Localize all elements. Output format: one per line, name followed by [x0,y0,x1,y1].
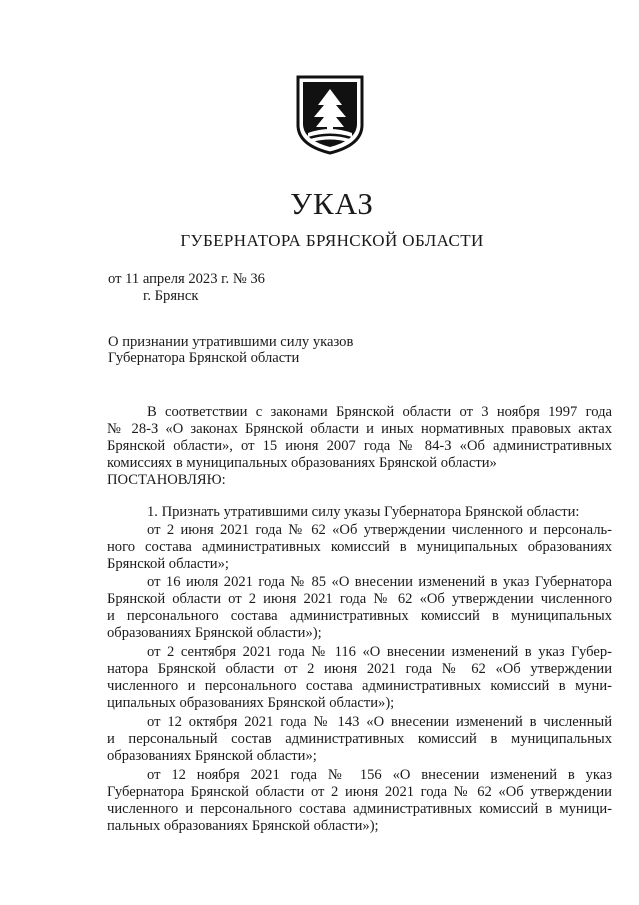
subject-line-2: Губернатора Брянской области [108,350,300,366]
document-title: УКАЗ [290,186,374,221]
text-line: Брянской области», от 15 июня 2007 года № 84-З «Об административных [107,438,612,454]
list-item [107,522,612,573]
text-line: и персональный состав административных комиссий в муниципальных [107,731,612,747]
document-date: от 11 апреля 2023 г. № 36 [108,271,265,287]
decree-word: ПОСТАНОВЛЯЮ: [107,472,226,488]
text-line: ципальных образованиях Брянской области»); [107,695,395,711]
list-item [107,714,612,765]
text-line: В соответствии с законами Брянской области от 3 ноября 1997 года [147,404,612,420]
text-line: ного состава административных комиссий в муниципальных образованиях [107,539,612,555]
text-line: комиссиях в муниципальных образованиях Брянской области» [107,455,497,471]
list-item [107,767,612,835]
text-line: численного и персонального состава административных комиссий в муници- [107,801,612,817]
text-line: пальных образованиях Брянской области»); [107,818,379,834]
document-subtitle: ГУБЕРНАТОРА БРЯНСКОЙ ОБЛАСТИ [180,231,484,250]
text-line: и персонального состава административных комиссий в муниципальных [107,608,612,624]
bryansk-coat-of-arms-icon [294,73,366,155]
text-line: от 12 октября 2021 года № 143 «О внесении изменений в численный [147,714,612,730]
list-item [107,574,612,642]
text-line: от 2 сентября 2021 года № 116 «О внесении изменений в указ Губер- [147,644,612,660]
text-line: Брянской области от 2 июня 2021 года № 62 «Об утверждении численного [107,591,612,607]
paragraph-clause-1 [107,504,612,521]
text-line: от 2 июня 2021 года № 62 «Об утверждении численного и персональ- [147,522,612,538]
text-line: от 12 ноября 2021 года № 156 «О внесении изменений в указ [147,767,612,783]
text-line: Брянской области»; [107,556,229,572]
text-line: № 28-З «О законах Брянской области и иных нормативных правовых актах [107,421,612,437]
text-line: 1. Признать утратившими силу указы Губернатора Брянской области: [147,504,580,520]
subject-line-1: О признании утратившими силу указов [108,334,354,350]
text-line: образованиях Брянской области»; [107,748,317,764]
document-city: г. Брянск [143,288,199,304]
paragraph-preamble [107,404,612,489]
text-line: Губернатора Брянской области от 2 июня 2021 года № 62 «Об утверждении [107,784,612,800]
text-line: от 16 июля 2021 года № 85 «О внесении изменений в указ Губернатора [147,574,612,590]
text-line: численного и персонального состава административных комиссий в муни- [107,678,612,694]
text-line: натора Брянской области от 2 июня 2021 года № 62 «Об утверждении [107,661,612,677]
text-line: образованиях Брянской области»); [107,625,322,641]
list-item [107,644,612,712]
